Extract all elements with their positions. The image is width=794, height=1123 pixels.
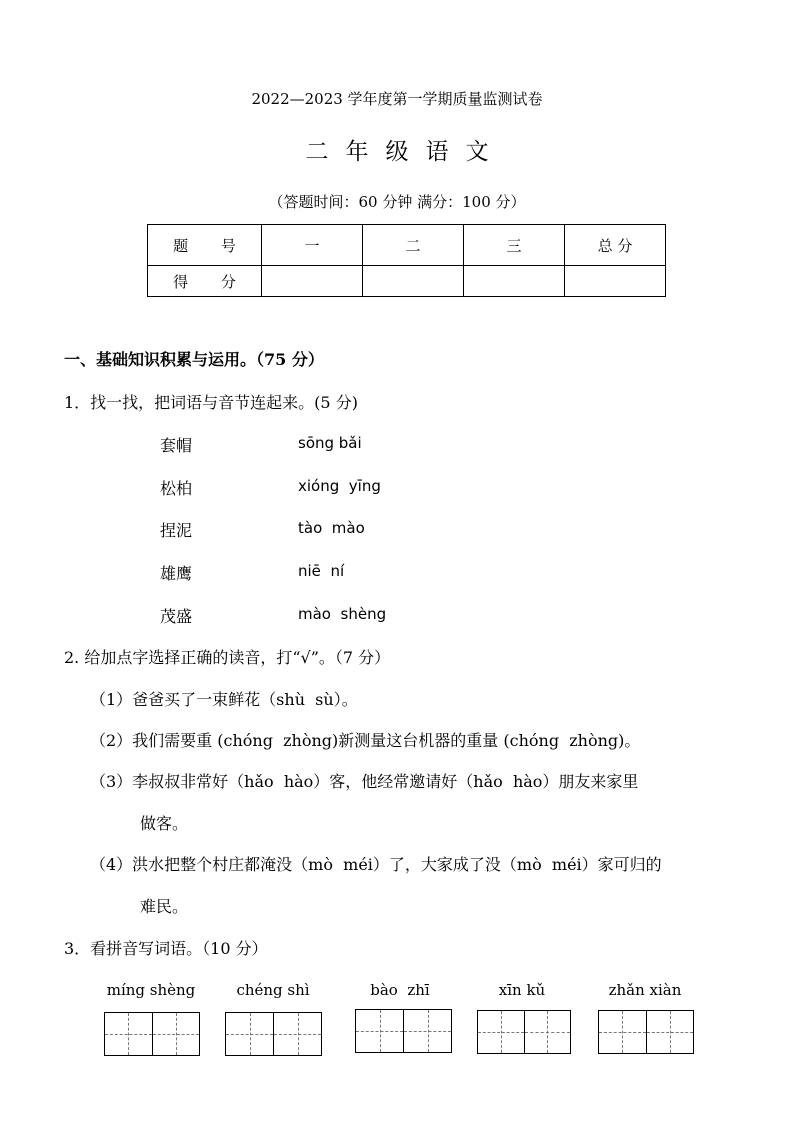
q3-pinyin: xīn kǔ [498,981,546,999]
writing-grid[interactable] [477,1010,571,1054]
score-table-label-score: 得 分 [148,266,262,297]
q1-pinyin: xióng yīng [298,477,381,495]
writing-cell[interactable] [599,1011,647,1053]
q1-pinyin: mào shèng [298,605,387,623]
score-table-header-row [148,225,666,266]
section-1-title: 一、基础知识积累与运用。（75 分） [64,350,324,369]
score-table-col-3: 三 [464,225,565,266]
score-cell-1[interactable] [262,266,363,297]
subject-title: 二年级语文 [305,139,506,165]
q1-pinyin: niē ní [298,562,345,580]
exam-info: （答题时间：60 分钟 满分：100 分） [268,193,526,211]
q1-word: 松柏 [160,479,193,498]
q1-word: 雄鹰 [160,564,193,583]
q2-item: （4）洪水把整个村庄都淹没（mò méi）了，大家成了没（mò méi）家可归的 [90,855,662,874]
q2-item: （1）爸爸买了一束鲜花（shù sù）。 [90,690,358,709]
score-table-col-2: 二 [363,225,464,266]
score-cell-total[interactable] [565,266,666,297]
q1-title: 1．找一找，把词语与音节连起来。(5 分) [64,393,358,412]
writing-cell[interactable] [525,1011,571,1053]
q2-item: （3）李叔叔非常好（hǎo hào）客，他经常邀请好（hǎo hào）朋友来家里 [90,772,639,791]
score-table-col-total: 总 分 [565,225,666,266]
score-table-col-1: 一 [262,225,363,266]
q2-item-continuation: 做客。 [140,814,189,833]
writing-grid[interactable] [598,1010,694,1054]
q2-item: （2）我们需要重 (chóng zhòng)新测量这台机器的重量 (chóng zhòng)。 [90,731,641,750]
writing-cell[interactable] [356,1010,404,1052]
q2-title: 2. 给加点字选择正确的读音，打“√”。（7 分） [64,648,391,667]
writing-cell[interactable] [226,1013,274,1055]
score-table-label-question: 题 号 [148,225,262,266]
q1-word: 捏泥 [160,521,193,540]
score-cell-3[interactable] [464,266,565,297]
writing-cell[interactable] [153,1013,200,1055]
q3-pinyin: zhǎn xiàn [608,981,682,999]
writing-cell[interactable] [647,1011,694,1053]
q1-pinyin: tào mào [298,519,365,537]
writing-grid[interactable] [225,1012,322,1056]
q1-pinyin: sōng bǎi [298,434,362,452]
score-table-score-row [148,266,666,297]
exam-header: 2022—2023 学年度第一学期质量监测试卷 [251,90,543,108]
q1-word: 茂盛 [160,607,193,626]
score-cell-2[interactable] [363,266,464,297]
score-table [147,224,666,297]
writing-grid[interactable] [104,1012,200,1056]
writing-grid[interactable] [355,1009,452,1053]
q3-pinyin: chéng shì [236,981,310,999]
writing-cell[interactable] [105,1013,153,1055]
q3-pinyin: bào zhī [370,981,430,999]
writing-cell[interactable] [478,1011,525,1053]
q3-pinyin: míng shèng [106,981,196,999]
q3-title: 3．看拼音写词语。（10 分） [64,939,268,958]
q1-word: 套帽 [160,436,193,455]
q2-item-continuation: 难民。 [140,897,189,916]
writing-cell[interactable] [404,1010,451,1052]
writing-cell[interactable] [274,1013,321,1055]
